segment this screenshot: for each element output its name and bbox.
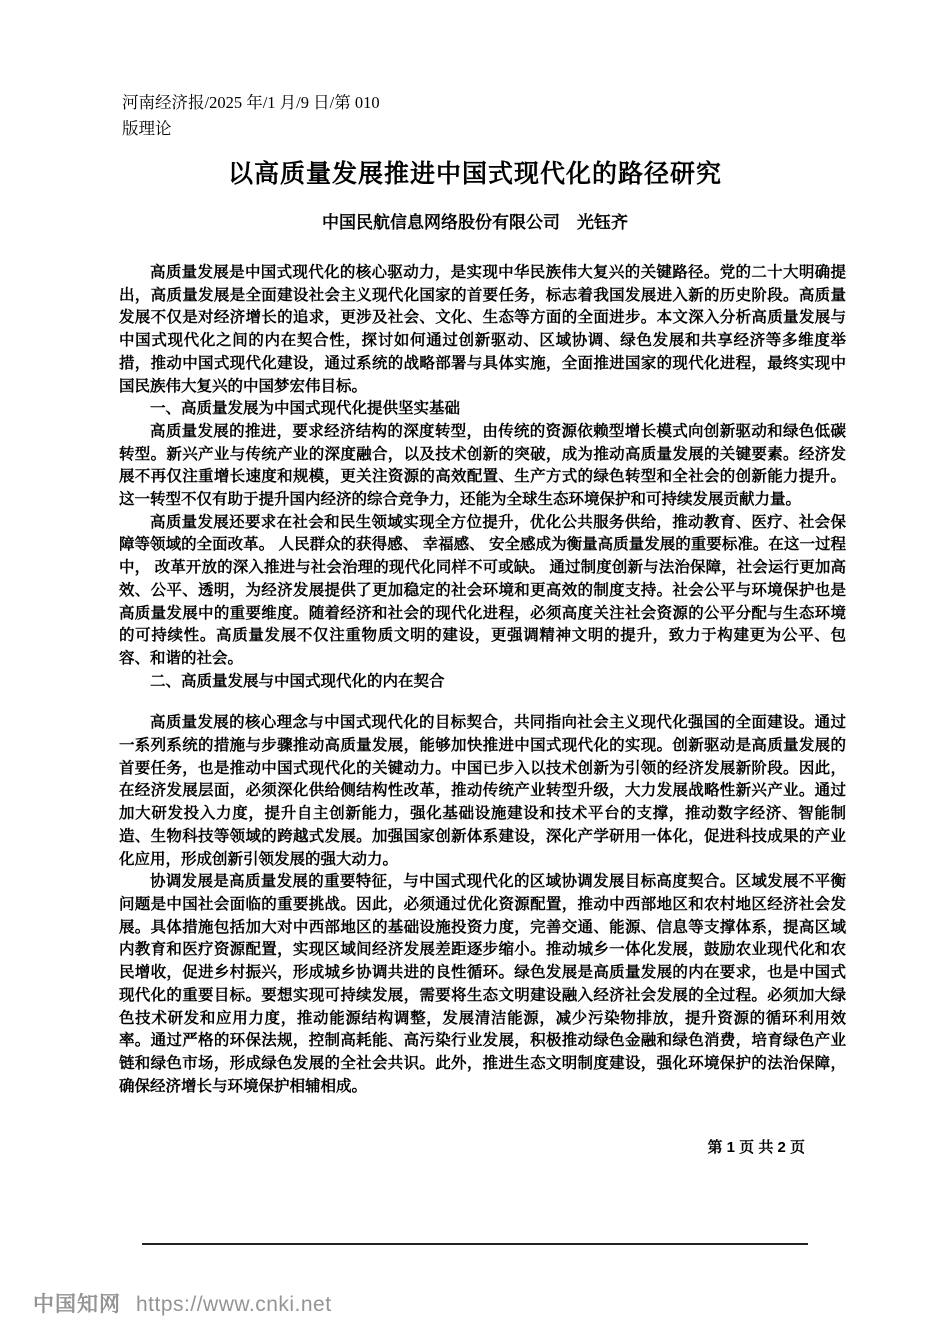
section-heading: 一、高质量发展为中国式现代化提供坚实基础 bbox=[150, 400, 461, 418]
author-line: 中国民航信息网络股份有限公司 光钰齐 bbox=[322, 213, 628, 232]
article-body bbox=[119, 262, 846, 1098]
footer-divider bbox=[142, 1243, 808, 1245]
cnki-url-link[interactable]: https://www.cnki.net bbox=[136, 1293, 332, 1316]
page-title: 以高质量发展推进中国式现代化的路径研究 bbox=[227, 160, 722, 188]
source-info bbox=[122, 90, 380, 142]
page-footer bbox=[33, 1288, 332, 1318]
paragraph: 高质量发展的核心理念与中国式现代化的目标契合，共同指向社会主义现代化强国的全面建设。通过一系列系统的措施与步骤推动高质量发展，能够加快推进中国式现代化的实现。创新驱动是高质量发展的首要任务，也是推动中国式现代化的关键动力。中国已步入以技术创新为引领的经济发展新阶段。因此，在经济发展层面，必须深化供给侧结构性改革，推动传统产业转型升级，大力发展战略性新兴产业。通过加大研发投入力度，提升自主创新能力，强化基础设施建设和技术平台的支撑，推动数字经济、智能制造、生物科技等领域的跨越式发展。加强国家创新体系建设，深化产学研用一体化，促进科技成果的产业化应用，形成创新引领发展的强大动力。 bbox=[119, 714, 846, 868]
paragraph: 协调发展是高质量发展的重要特征，与中国式现代化的区域协调发展目标高度契合。区域发展不平衡问题是中国社会面临的重要挑战。因此，必须通过优化资源配置，推动中西部地区和农村地区经济社会发展。具体措施包括加大对中西部地区的基础设施投资力度，完善交通、能源、信息等支撑体系，提高区域内教育和医疗资源配置，实现区域间经济发展差距逐步缩小。推动城乡一体化发展，鼓励农业现代化和农民增收，促进乡村振兴，形成城乡协调共进的良性循环。绿色发展是高质量发展的内在要求，也是中国式现代化的重要目标。要想实现可持续发展，需要将生态文明建设融入经济社会发展的全过程。必须加大绿色技术研发和应用力度，推动能源结构调整，发展清洁能源，减少污染物排放，提升资源的循环利用效率。通过严格的环保法规，控制高耗能、高污染行业发展，积极推动绿色金融和绿色消费，培育绿色产业链和绿色市场，形成绿色发展的全社会共识。此外，推进生态文明制度建设，强化环境保护的法治保障，确保经济增长与环境保护相辅相成。 bbox=[119, 873, 846, 1095]
cnki-brand-text: 中国知网 bbox=[33, 1293, 121, 1316]
page-number: 第 1 页 共 2 页 bbox=[707, 1139, 805, 1156]
source-info-line2: 版理论 bbox=[122, 119, 172, 138]
paragraph: 高质量发展的推进，要求经济结构的深度转型，由传统的资源依赖型增长模式向创新驱动和绿色低碳转型。新兴产业与传统产业的深度融合，以及技术创新的突破，成为推动高质量发展的关键要素。经济发展不再仅注重增长速度和规模，更关注资源的高效配置、生产方式的绿色转型和全社会的创新能力提升。这一转型不仅有助于提升国内经济的综合竞争力，还能为全球生态环境保护和可持续发展贡献力量。 bbox=[119, 422, 846, 509]
paragraph: 高质量发展是中国式现代化的核心驱动力，是实现中华民族伟大复兴的关键路径。党的二十大明确提出，高质量发展是全面建设社会主义现代化国家的首要任务，标志着我国发展进入新的历史阶段。高质量发展不仅是对经济增长的追求，更涉及社会、文化、生态等方面的全面进步。本文深入分析高质量发展与中国式现代化之间的内在契合性，探讨如何通过创新驱动、区域协调、绿色发展和共享经济等多维度举措，推动中国式现代化建设，通过系统的战略部署与具体实施，全面推进国家的现代化进程，最终实现中国民族伟大复兴的中国梦宏伟目标。 bbox=[119, 264, 846, 395]
paragraph: 高质量发展还要求在社会和民生领域实现全方位提升，优化公共服务供给，推动教育、医疗、社会保障等领域的全面改革。 人民群众的获得感、 幸福感、 安全感成为衡量高质量发展的重要标准。在这一过程中， 改革开放的深入推进与社会治理的现代化同样不可或缺。 通过制度创新与法治保障，社会运行更加高效、公平、透明，为经济发展提供了更加稳定的社会环境和更高效的制度支持。社会公平与环境保护也是高质量发展中的重要维度。随着经济和社会的现代化进程，必须高度关注社会资源的公平分配与生态环境的可持续性。高质量发展不仅注重物质文明的建设，更强调精神文明的提升，致力于构建更为公平、包容、和谐的社会。 bbox=[119, 513, 846, 667]
source-info-line1: 河南经济报/2025 年/1 月/9 日/第 010 bbox=[122, 93, 380, 112]
section-heading: 二、高质量发展与中国式现代化的内在契合 bbox=[150, 672, 445, 690]
